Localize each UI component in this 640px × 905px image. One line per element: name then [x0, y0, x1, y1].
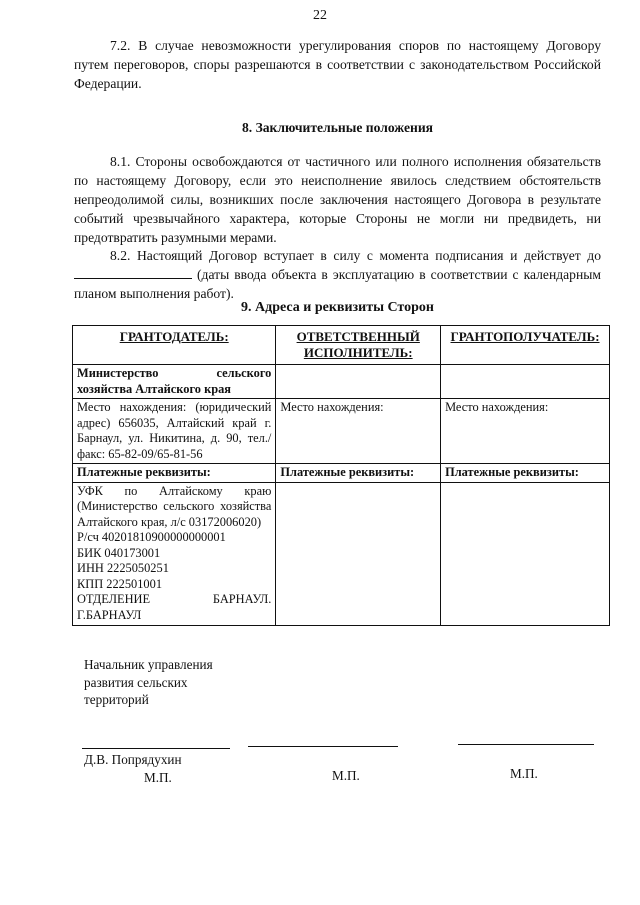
grantor-payment-details [73, 482, 276, 626]
clause-8-2 [74, 246, 601, 303]
signatory-name: Д.В. Попрядухин [84, 752, 182, 767]
clause-8-2-end: (даты ввода объекта в эксплуатацию в соответствии с календарным планом выполнения работ). [74, 267, 601, 301]
clause-8-2-start: 8.2. Настоящий Договор вступает в силу с момента подписания и действует до [110, 248, 601, 263]
clause-8-1: 8.1. Стороны освобождаются от частичного или полного исполнения обязательств по настоящему Договору, если это неисполнение явилось следствием обстоятельств непреодолимой силы, возникших после заключения настоящего Договора в результате событий чрезвычайного характера, которые Стороны не могли ни предвидеть, ни предотвратить разумными мерами. [74, 154, 601, 245]
account-line: Р/сч 40201810900000000001 [77, 530, 226, 544]
table-header-row [73, 326, 610, 365]
page-number: 22 [313, 8, 327, 23]
executor-header-text: ОТВЕТСТВЕННЫЙ ИСПОЛНИТЕЛЬ: [296, 329, 420, 360]
clause-7-2: 7.2. В случае невозможности урегулирования споров по настоящему Договору путем переговоров, споры разрешаются в соответствии с законодательством Российской Федерации. [74, 38, 601, 91]
section-8-title: 8. Заключительные положения [241, 120, 434, 135]
signatory-position: Начальник управления развития сельских территорий [84, 657, 213, 707]
requisites-table [72, 325, 610, 626]
executor-location: Место нахождения: [276, 399, 441, 464]
date-blank-line [74, 266, 192, 279]
executor-header [276, 326, 441, 365]
table-row [73, 399, 610, 464]
grantee-payment-details [441, 482, 610, 626]
grantor-name: Министерство сельского хозяйства Алтайского края [73, 365, 276, 399]
stamp-executor: М.П. [332, 768, 360, 783]
stamp-grantee: М.П. [510, 766, 538, 781]
signature-line-executor [248, 746, 398, 747]
grantor-header-text: ГРАНТОДАТЕЛЬ: [119, 329, 229, 344]
grantor-payment-label: Платежные реквизиты: [73, 464, 276, 483]
table-row [73, 482, 610, 626]
grantee-header [441, 326, 610, 365]
grantor-header [73, 326, 276, 365]
stamp-grantor: М.П. [144, 770, 172, 785]
section-9-title: 9. Адреса и реквизиты Сторон [241, 300, 434, 315]
table-row [73, 464, 610, 483]
grantor-address: Место нахождения: (юридический адрес) 656035, Алтайский край г. Барнаул, ул. Никитина, д. 90, тел./факс: 65-82-09/65-81-56 [73, 399, 276, 464]
signature-line-grantee [458, 744, 594, 745]
inn-line: ИНН 2225050251 [77, 561, 169, 575]
signature-line-grantor [82, 748, 230, 749]
table-row [73, 365, 610, 399]
bik-line: БИК 040173001 [77, 545, 161, 560]
grantee-header-text: ГРАНТОПОЛУЧАТЕЛЬ: [450, 329, 600, 344]
executor-payment-details [276, 482, 441, 626]
executor-payment-label: Платежные реквизиты: [276, 464, 441, 483]
grantee-name [441, 365, 610, 399]
executor-name [276, 365, 441, 399]
grantee-payment-label: Платежные реквизиты: [441, 464, 610, 483]
ufk-line: УФК по Алтайскому краю (Министерство сельского хозяйства Алтайского края, л/с 03172006020) [77, 483, 272, 529]
grantee-location: Место нахождения: [441, 399, 610, 464]
branch-line: ОТДЕЛЕНИЕ БАРНАУЛ. Г.БАРНАУЛ [77, 592, 272, 622]
kpp-line: КПП 222501001 [77, 576, 163, 591]
